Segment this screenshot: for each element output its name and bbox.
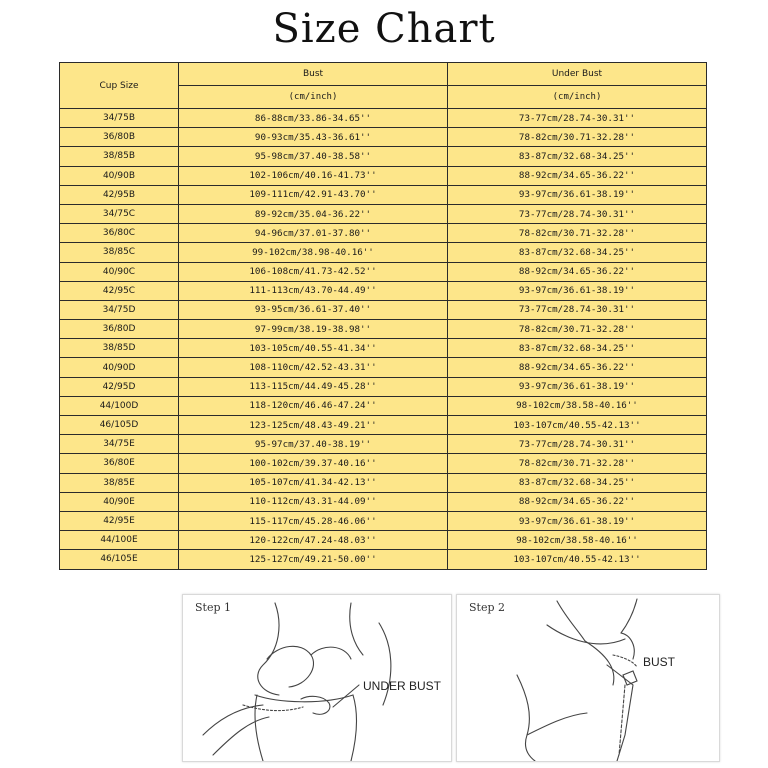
cup-size-cell: 42/95E <box>60 511 179 530</box>
cup-size-cell: 46/105D <box>60 416 179 435</box>
table-row <box>60 281 707 300</box>
cup-size-cell: 38/85C <box>60 243 179 262</box>
cup-size-cell: 34/75E <box>60 435 179 454</box>
bust-cell: 94-96cm/37.01-37.80'' <box>179 224 448 243</box>
step-1-panel <box>182 594 452 762</box>
cup-size-cell: 40/90E <box>60 492 179 511</box>
under-bust-cell: 88-92cm/34.65-36.22'' <box>448 358 707 377</box>
under-bust-cell: 88-92cm/34.65-36.22'' <box>448 492 707 511</box>
under-bust-cell: 88-92cm/34.65-36.22'' <box>448 166 707 185</box>
bust-cell: 118-120cm/46.46-47.24'' <box>179 396 448 415</box>
table-row <box>60 243 707 262</box>
cup-size-cell: 44/100D <box>60 396 179 415</box>
bust-cell: 93-95cm/36.61-37.40'' <box>179 300 448 319</box>
under-bust-cell: 73-77cm/28.74-30.31'' <box>448 204 707 223</box>
under-bust-cell: 78-82cm/30.71-32.28'' <box>448 128 707 147</box>
under-bust-cell: 78-82cm/30.71-32.28'' <box>448 454 707 473</box>
cup-size-cell: 40/90D <box>60 358 179 377</box>
bust-cell: 103-105cm/40.55-41.34'' <box>179 339 448 358</box>
header-cup-size: Cup Size <box>60 63 179 109</box>
table-row <box>60 550 707 569</box>
under-bust-cell: 93-97cm/36.61-38.19'' <box>448 185 707 204</box>
under-bust-cell: 98-102cm/38.58-40.16'' <box>448 396 707 415</box>
under-bust-cell: 78-82cm/30.71-32.28'' <box>448 320 707 339</box>
table-row <box>60 320 707 339</box>
cup-size-cell: 38/85B <box>60 147 179 166</box>
under-bust-cell: 103-107cm/40.55-42.13'' <box>448 416 707 435</box>
bust-cell: 108-110cm/42.52-43.31'' <box>179 358 448 377</box>
table-row <box>60 511 707 530</box>
cup-size-cell: 46/105E <box>60 550 179 569</box>
table-row <box>60 300 707 319</box>
cup-size-cell: 34/75D <box>60 300 179 319</box>
table-row <box>60 377 707 396</box>
table-row <box>60 416 707 435</box>
bust-cell: 123-125cm/48.43-49.21'' <box>179 416 448 435</box>
table-row <box>60 147 707 166</box>
bust-cell: 100-102cm/39.37-40.16'' <box>179 454 448 473</box>
step-1-label: Step 1 <box>195 601 232 614</box>
cup-size-cell: 42/95D <box>60 377 179 396</box>
bust-cell: 97-99cm/38.19-38.98'' <box>179 320 448 339</box>
bust-cell: 120-122cm/47.24-48.03'' <box>179 531 448 550</box>
table-row <box>60 492 707 511</box>
cup-size-cell: 36/80C <box>60 224 179 243</box>
bust-cell: 109-111cm/42.91-43.70'' <box>179 185 448 204</box>
step-2-panel <box>456 594 720 762</box>
cup-size-cell: 36/80E <box>60 454 179 473</box>
under-bust-cell: 83-87cm/32.68-34.25'' <box>448 147 707 166</box>
table-row <box>60 454 707 473</box>
cup-size-cell: 38/85E <box>60 473 179 492</box>
table-row <box>60 224 707 243</box>
bust-cell: 115-117cm/45.28-46.06'' <box>179 511 448 530</box>
bust-cell: 125-127cm/49.21-50.00'' <box>179 550 448 569</box>
under-bust-cell: 88-92cm/34.65-36.22'' <box>448 262 707 281</box>
cup-size-cell: 36/80B <box>60 128 179 147</box>
bust-cell: 99-102cm/38.98-40.16'' <box>179 243 448 262</box>
table-row <box>60 473 707 492</box>
header-under-bust: Under Bust <box>448 63 707 86</box>
under-bust-cell: 93-97cm/36.61-38.19'' <box>448 377 707 396</box>
under-bust-cell: 73-77cm/28.74-30.31'' <box>448 300 707 319</box>
header-bust: Bust <box>179 63 448 86</box>
table-row <box>60 262 707 281</box>
bust-cell: 110-112cm/43.31-44.09'' <box>179 492 448 511</box>
bust-cell: 90-93cm/35.43-36.61'' <box>179 128 448 147</box>
bust-cell: 106-108cm/41.73-42.52'' <box>179 262 448 281</box>
under-bust-cell: 83-87cm/32.68-34.25'' <box>448 473 707 492</box>
table-row <box>60 185 707 204</box>
under-bust-cell: 98-102cm/38.58-40.16'' <box>448 531 707 550</box>
bust-unit: (cm/inch) <box>179 86 448 109</box>
cup-size-cell: 36/80D <box>60 320 179 339</box>
table-row <box>60 396 707 415</box>
cup-size-cell: 40/90C <box>60 262 179 281</box>
cup-size-cell: 44/100E <box>60 531 179 550</box>
under-bust-cell: 73-77cm/28.74-30.31'' <box>448 435 707 454</box>
step-2-label: Step 2 <box>469 601 506 614</box>
under-bust-cell: 93-97cm/36.61-38.19'' <box>448 281 707 300</box>
cup-size-cell: 40/90B <box>60 166 179 185</box>
under-bust-cell: 78-82cm/30.71-32.28'' <box>448 224 707 243</box>
table-row <box>60 109 707 128</box>
table-row <box>60 166 707 185</box>
bust-cell: 111-113cm/43.70-44.49'' <box>179 281 448 300</box>
cup-size-cell: 38/85D <box>60 339 179 358</box>
table-row <box>60 358 707 377</box>
bust-callout: BUST <box>643 655 676 669</box>
page-title: Size Chart <box>272 6 496 52</box>
under-bust-callout: UNDER BUST <box>363 679 442 693</box>
under-bust-cell: 93-97cm/36.61-38.19'' <box>448 511 707 530</box>
table-row <box>60 531 707 550</box>
table-row <box>60 339 707 358</box>
under-bust-cell: 83-87cm/32.68-34.25'' <box>448 243 707 262</box>
cup-size-cell: 42/95C <box>60 281 179 300</box>
bust-cell: 86-88cm/33.86-34.65'' <box>179 109 448 128</box>
under-bust-cell: 73-77cm/28.74-30.31'' <box>448 109 707 128</box>
step-2-illustration <box>457 595 719 761</box>
under-bust-cell: 103-107cm/40.55-42.13'' <box>448 550 707 569</box>
table-row <box>60 435 707 454</box>
header-row <box>60 63 707 86</box>
bust-cell: 95-98cm/37.40-38.58'' <box>179 147 448 166</box>
cup-size-cell: 34/75C <box>60 204 179 223</box>
table-row <box>60 204 707 223</box>
under-bust-cell: 83-87cm/32.68-34.25'' <box>448 339 707 358</box>
step-1-illustration <box>183 595 451 761</box>
size-chart-table <box>59 62 707 570</box>
bust-cell: 113-115cm/44.49-45.28'' <box>179 377 448 396</box>
bust-cell: 95-97cm/37.40-38.19'' <box>179 435 448 454</box>
bust-cell: 105-107cm/41.34-42.13'' <box>179 473 448 492</box>
cup-size-cell: 42/95B <box>60 185 179 204</box>
bust-cell: 102-106cm/40.16-41.73'' <box>179 166 448 185</box>
table-row <box>60 128 707 147</box>
bust-cell: 89-92cm/35.04-36.22'' <box>179 204 448 223</box>
under-bust-unit: (cm/inch) <box>448 86 707 109</box>
cup-size-cell: 34/75B <box>60 109 179 128</box>
